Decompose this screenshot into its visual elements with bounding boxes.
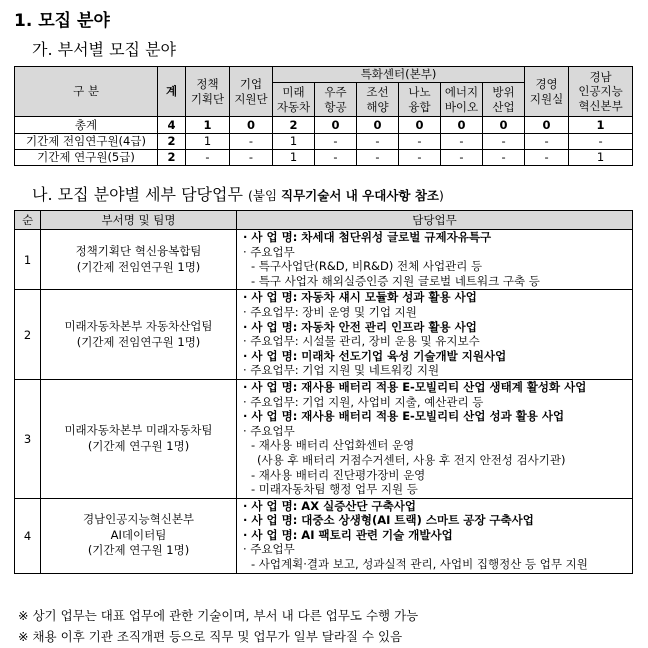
header-center-3: 나노 융합	[399, 83, 441, 117]
cell-value: -	[357, 134, 399, 150]
row-label: 기간제 전임연구원(4급)	[15, 134, 158, 150]
cell-value: 2	[158, 150, 186, 166]
cell-value: 2	[158, 134, 186, 150]
cell-value: 1	[186, 117, 230, 134]
cell-value: 2	[273, 117, 315, 134]
cell-value: 0	[399, 117, 441, 134]
duty-cell	[237, 290, 633, 380]
project-name-line: · 사 업 명: 자동차 섀시 모듈화 성과 활용 사업	[243, 290, 477, 305]
duty-cell	[237, 498, 633, 573]
header-center-0: 미래 자동차	[273, 83, 315, 117]
row-label: 기간제 연구원(5급)	[15, 150, 158, 166]
duty-line: · 주요업무: 시설물 관리, 장비 운용 및 유지보수	[243, 334, 480, 349]
cell-value: -	[315, 134, 357, 150]
duty-detail-table	[14, 210, 633, 574]
team-line: 미래자동차본부 미래자동차팀	[64, 423, 213, 438]
cell-value: 1	[569, 150, 633, 166]
duty-line: - 재사용 배터리 진단평가장비 운영	[251, 467, 426, 482]
cell-value: -	[186, 150, 230, 166]
cell-value: 1	[273, 150, 315, 166]
department-recruitment-table	[14, 66, 633, 166]
header-center-2: 조선 해양	[357, 83, 399, 117]
cell-value: 1	[186, 134, 230, 150]
duty-line: · 주요업무	[243, 423, 295, 438]
duty-line: (사용 후 배터리 거점수거센터, 사용 후 전지 안전성 검사기관)	[257, 452, 566, 467]
project-name-line: · 사 업 명: 미래차 선도기업 육성 기술개발 지원사업	[243, 348, 507, 363]
team-line: 미래자동차본부 자동차산업팀	[64, 319, 213, 334]
header-biz-support: 기업 지원단	[230, 67, 273, 117]
subsection-title-duties	[32, 182, 444, 205]
duty-line: · 주요업무	[243, 244, 295, 259]
cell-value: -	[230, 134, 273, 150]
duty-line: · 주요업무: 장비 운영 및 기업 지원	[243, 304, 417, 319]
header-gyeongnam-ai: 경남 인공지능 혁신본부	[569, 67, 633, 117]
header-no: 순	[15, 211, 41, 230]
cell-value: -	[525, 134, 569, 150]
project-name-line: · 사 업 명: 차세대 첨단위성 글로벌 규제자유특구	[243, 230, 492, 244]
duty-line: - 특구사업단(R&D, 비R&D) 전체 사업관리 등	[251, 259, 483, 274]
header-management: 경영 지원실	[525, 67, 569, 117]
table-row	[15, 117, 633, 134]
project-name-line: · 사 업 명: 자동차 안전 관리 인프라 활용 사업	[243, 319, 477, 334]
team-cell	[41, 230, 237, 290]
cell-value: -	[230, 150, 273, 166]
section-title: 1. 모집 분야	[14, 11, 110, 31]
header-total: 계	[158, 67, 186, 117]
team-cell	[41, 379, 237, 498]
project-name-line: · 사 업 명: 재사용 배터리 적용 E-모빌리티 산업 성과 활용 사업	[243, 409, 565, 424]
team-line: 정책기획단 혁신융복합팀	[75, 244, 202, 259]
duty-cell	[237, 230, 633, 290]
cell-value: -	[483, 150, 525, 166]
project-name-line: · 사 업 명: AX 실증산단 구축사업	[243, 498, 416, 513]
duty-line: · 주요업무: 기업 지원, 사업비 지출, 예산관리 등	[243, 394, 484, 409]
row-number: 4	[15, 498, 41, 573]
table-row	[15, 290, 633, 380]
subsection-title-departments: 가. 부서별 모집 분야	[32, 40, 176, 59]
cell-value: -	[483, 134, 525, 150]
table-row	[15, 134, 633, 150]
duty-line: - 사업계획·결과 보고, 성과실적 관리, 사업비 집행정산 등 업무 지원	[251, 557, 588, 572]
header-policy: 정책 기획단	[186, 67, 230, 117]
header-category: 구 분	[15, 67, 158, 117]
header-special-center: 특화센터(본부)	[273, 67, 525, 83]
cell-value: 0	[230, 117, 273, 134]
duty-line: - 미래자동차팀 행정 업무 지원 등	[251, 482, 418, 497]
cell-value: -	[441, 150, 483, 166]
footnote-2: ※ 채용 이후 기관 조직개편 등으로 직무 및 업무가 일부 달라질 수 있음	[18, 629, 403, 644]
header-center-5: 방위 산업	[483, 83, 525, 117]
cell-value: 1	[273, 134, 315, 150]
duty-line: - 재사용 배터리 산업화센터 운영	[251, 438, 415, 453]
cell-value: -	[399, 134, 441, 150]
row-number: 1	[15, 230, 41, 290]
team-line: (기간제 연구원 1명)	[87, 438, 190, 453]
cell-value: 0	[441, 117, 483, 134]
cell-value: 0	[357, 117, 399, 134]
footnote-1: ※ 상기 업무는 대표 업무에 관한 기술이며, 부서 내 다른 업무도 수행 가능	[18, 608, 419, 623]
team-line: (기간제 전임연구원 1명)	[76, 334, 201, 349]
subsection-duties-title: 나. 모집 분야별 세부 담당업무	[32, 185, 243, 204]
project-name-line: · 사 업 명: 대중소 상생형(AI 트랙) 스마트 공장 구축사업	[243, 513, 534, 528]
table-row	[15, 150, 633, 166]
subsection-duties-note: (붙임 직무기술서 내 우대사항 참조)	[248, 188, 444, 203]
header-duty: 담당업무	[237, 211, 633, 230]
team-cell	[41, 498, 237, 573]
cell-value: 4	[158, 117, 186, 134]
table-row	[15, 230, 633, 290]
cell-value: -	[357, 150, 399, 166]
duty-line: - 특구 사업자 해외실증인증 지원 글로벌 네트워크 구축 등	[251, 273, 540, 288]
cell-value: 0	[525, 117, 569, 134]
duty-cell	[237, 379, 633, 498]
cell-value: 1	[569, 117, 633, 134]
cell-value: -	[569, 134, 633, 150]
cell-value: 0	[483, 117, 525, 134]
header-center-4: 에너지 바이오	[441, 83, 483, 117]
cell-value: -	[525, 150, 569, 166]
project-name-line: · 사 업 명: AI 팩토리 관련 기술 개발사업	[243, 527, 453, 542]
header-team: 부서명 및 팀명	[41, 211, 237, 230]
cell-value: -	[441, 134, 483, 150]
cell-value: -	[399, 150, 441, 166]
header-center-1: 우주 항공	[315, 83, 357, 117]
duty-line: · 주요업무	[243, 542, 295, 557]
project-name-line: · 사 업 명: 재사용 배터리 적용 E-모빌리티 산업 생태계 활성화 사업	[243, 379, 587, 394]
table-row	[15, 379, 633, 498]
team-line: (기간제 전임연구원 1명)	[76, 259, 201, 274]
row-number: 2	[15, 290, 41, 380]
table-row	[15, 498, 633, 573]
team-line: 경남인공지능혁신본부	[82, 512, 195, 527]
cell-value: -	[315, 150, 357, 166]
row-label: 총계	[15, 117, 158, 134]
duty-line: · 주요업무: 기업 지원 및 네트워킹 지원	[243, 363, 440, 378]
team-line: AI데이터팀	[110, 527, 167, 542]
team-cell	[41, 290, 237, 380]
team-line: (기간제 연구원 1명)	[87, 543, 190, 558]
cell-value: 0	[315, 117, 357, 134]
row-number: 3	[15, 379, 41, 498]
